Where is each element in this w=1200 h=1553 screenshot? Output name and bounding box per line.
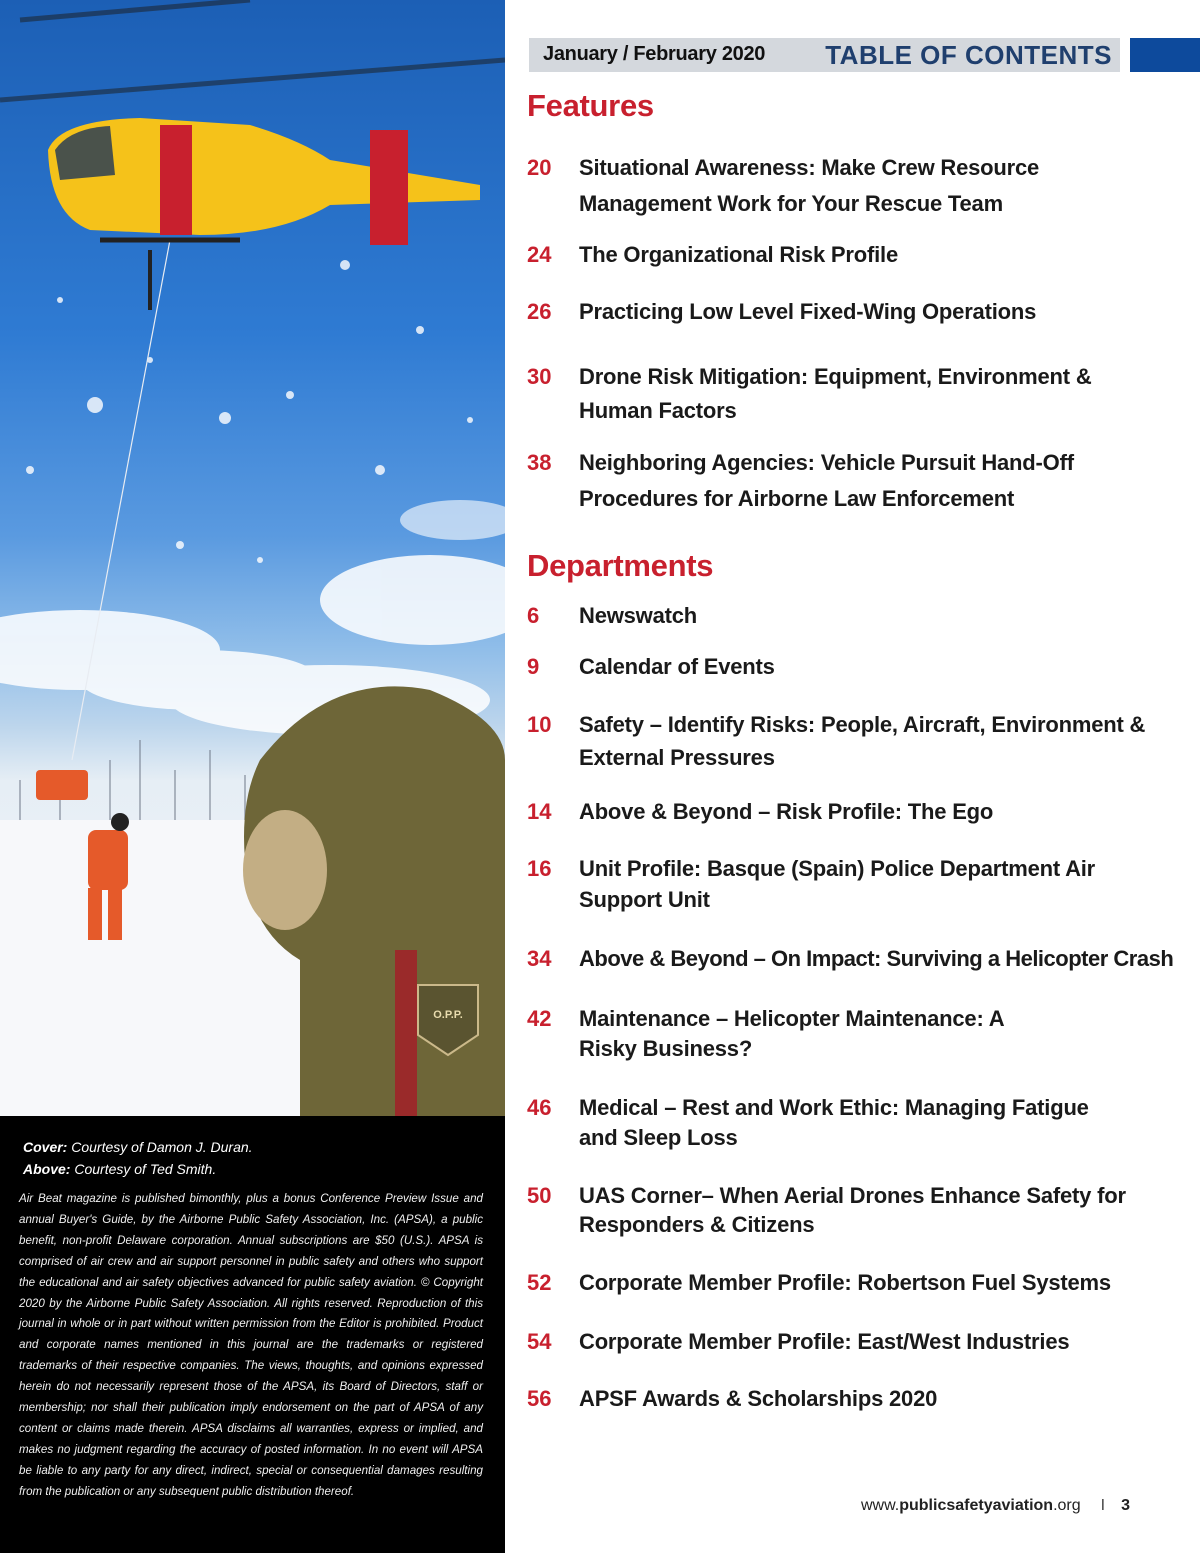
- toc-title: Practicing Low Level Fixed-Wing Operations: [579, 299, 1037, 324]
- toc-page-number: 42: [527, 1006, 552, 1031]
- toc-page-number: 16: [527, 856, 552, 881]
- toc-title: Situational Awareness: Make Crew Resource Management Work for Your Rescue Team: [579, 155, 1040, 216]
- rescue-stretcher: [36, 770, 88, 800]
- toc-title: Drone Risk Mitigation: Equipment, Environment & Human Factors: [579, 364, 1092, 423]
- toc-title: Medical – Rest and Work Ethic: Managing Fatigue and Sleep Loss: [579, 1095, 1089, 1150]
- departments-heading: Departments: [527, 548, 714, 583]
- photo-caption-block: [0, 1116, 505, 1553]
- toc-title: APSF Awards & Scholarships 2020: [579, 1386, 938, 1411]
- toc-title: Corporate Member Profile: Robertson Fuel Systems: [579, 1270, 1111, 1295]
- rescue-scene-illustration: [0, 0, 505, 1116]
- toc-title: The Organizational Risk Profile: [579, 242, 898, 267]
- toc-page-number: 52: [527, 1270, 552, 1295]
- toc-title: Newswatch: [579, 603, 698, 628]
- toc-page-number: 14: [527, 799, 552, 824]
- toc-title: Calendar of Events: [579, 654, 775, 679]
- toc-title: Corporate Member Profile: East/West Industries: [579, 1329, 1070, 1354]
- page-footer: [861, 1497, 1130, 1515]
- toc-page-number: 50: [527, 1183, 552, 1208]
- section-title: TABLE OF CONTENTS: [825, 40, 1112, 70]
- page-number: 3: [1121, 1497, 1130, 1514]
- toc-page-number: 38: [527, 450, 552, 475]
- toc-page-number: 30: [527, 364, 552, 389]
- header-bar: [529, 38, 1120, 72]
- toc-title: Above & Beyond – On Impact: Surviving a Helicopter Crash: [579, 946, 1174, 971]
- above-credit: Above: Courtesy of Ted Smith.: [23, 1161, 217, 1177]
- toc-title: Maintenance – Helicopter Maintenance: A Risky Business?: [579, 1006, 1004, 1061]
- toc-page-number: 20: [527, 155, 552, 180]
- toc-page-number: 6: [527, 603, 540, 628]
- helicopter-graphic: [0, 0, 505, 310]
- features-heading: Features: [527, 88, 654, 123]
- cover-photo: [0, 0, 505, 1116]
- issue-date: January / February 2020: [543, 43, 766, 65]
- svg-text:O.P.P.: O.P.P.: [433, 1009, 463, 1021]
- toc-title: Unit Profile: Basque (Spain) Police Department Air Support Unit: [579, 856, 1096, 912]
- toc-page-number: 56: [527, 1386, 552, 1411]
- footer-separator: I: [1100, 1497, 1106, 1514]
- toc-page-number: 54: [527, 1329, 552, 1354]
- toc-page-number: 24: [527, 242, 552, 267]
- toc-page-number: 46: [527, 1095, 552, 1120]
- header-accent-tab: [1130, 38, 1200, 72]
- toc-title: Safety – Identify Risks: People, Aircraft, Environment & External Pressures: [579, 712, 1146, 770]
- toc-page-number: 34: [527, 946, 552, 971]
- publication-legal-notice: Air Beat magazine is published bimonthly, plus a bonus Conference Preview Issue and annual Buyer's Guide, by the Airborne Public Safety Association, Inc. (APSA), a public benefit, non-profit Delaware corporation. Annual subscriptions are $50 (U.S.). APSA is comprised of air crew and air support personnel in public safety and others who support the educational and air safety objectives advanced for public safety aviation. © Copyright 2020 by the Airborne Public Safety Association. All rights reserved. Reproduction of this journal in whole or in part without written permission from the Editor is prohibited. Product and corporate names mentioned in this journal are the trademarks or registered trademarks of their respective companies. The views, thoughts, and opinions expressed herein do not necessarily represent those of the APSA, its Board of Directors, staff or membership; nor shall their publication imply endorsement on the part of APSA of any content or claims made therein. APSA disclaims all warranties, express or implied, and makes no judgment regarding the accuracy of posted information. In no event will APSA be liable to any party for any direct, indirect, special or consequential damages resulting from the publication or any subsequent public distribution thereof.: [19, 1192, 483, 1498]
- toc-page-number: 26: [527, 299, 552, 324]
- toc-title: Neighboring Agencies: Vehicle Pursuit Hand-Off Procedures for Airborne Law Enforcement: [579, 450, 1074, 511]
- cover-credit: Cover: Courtesy of Damon J. Duran.: [23, 1139, 253, 1155]
- website-link[interactable]: www.publicsafetyaviation.org: [861, 1497, 1081, 1514]
- toc-title: UAS Corner– When Aerial Drones Enhance Safety for Responders & Citizens: [579, 1183, 1126, 1237]
- toc-page-number: 10: [527, 712, 552, 737]
- toc-title: Above & Beyond – Risk Profile: The Ego: [579, 799, 994, 824]
- toc-page-number: 9: [527, 654, 540, 679]
